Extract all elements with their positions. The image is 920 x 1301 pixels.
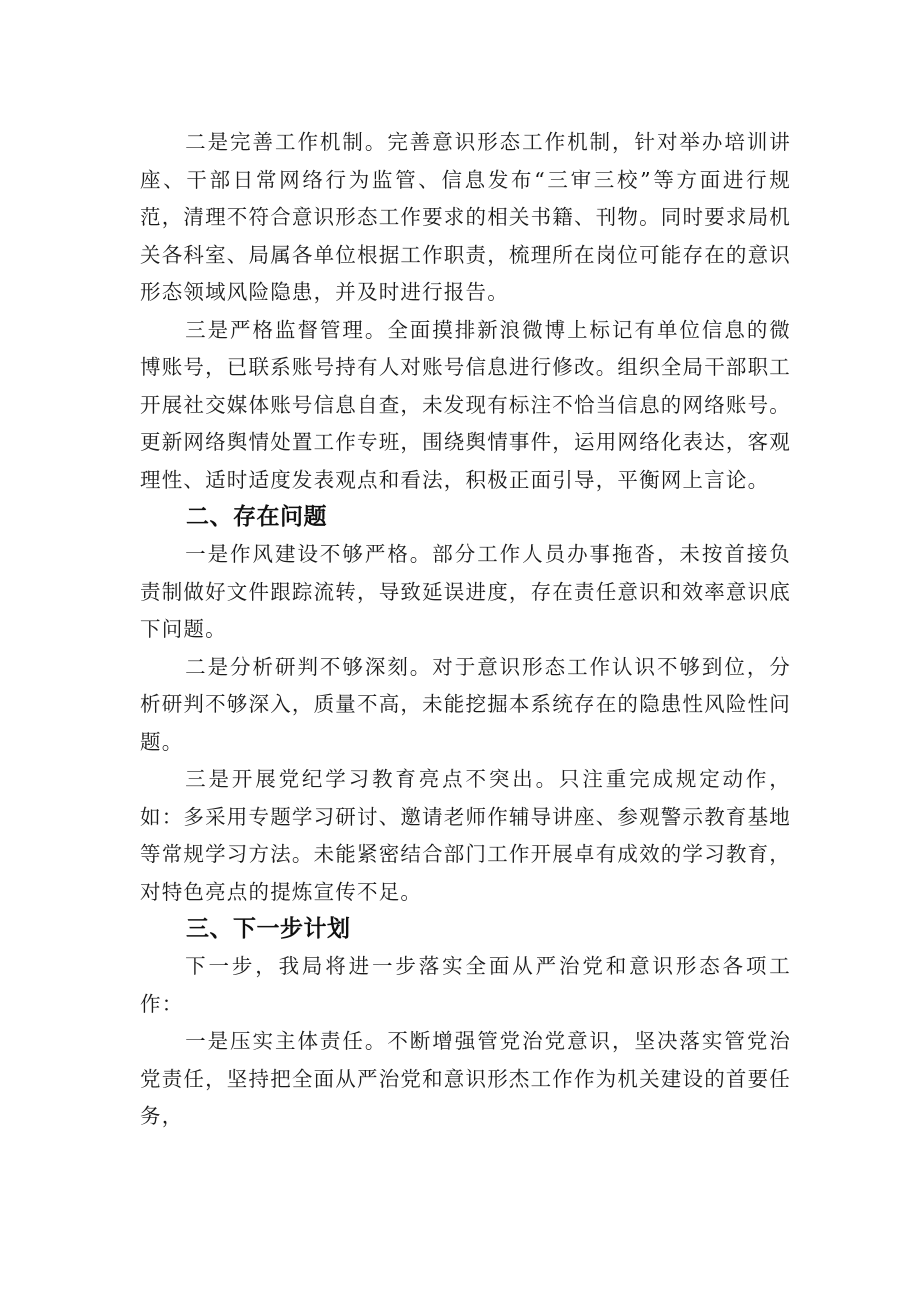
paragraph-main-responsibility: 一是压实主体责任。不断增强管党治党意识，坚决落实管党治党责任，坚持把全面从严治党和意识形杰工作作为机关建设的首要任务， xyxy=(140,1029,791,1128)
section-heading-next-plan: 三、下一步计划 xyxy=(186,916,351,942)
paragraph-strict-supervision: 三是严格监督管理。全面摸排新浪微博上标记有单位信息的微博账号，已联系账号持有人对账号信息进行修改。组织全局干部职工开展社交媒体账号信息自查，未发现有标注不恰当信息的网络账号。更新网络舆情处置工作专班，围绕舆情事件，运用网络化表达，客观理性、适时适度发表观点和看法，积极正面引导，平衡网上言论。 xyxy=(140,317,791,492)
paragraph-work-style: 一是作风建设不够严格。部分工作人员办事拖沓，未按首接负责制做好文件跟踪流转，导致延误进度，存在责任意识和效率意识底下问题。 xyxy=(140,542,791,641)
paragraph-discipline-education: 三是开展党纪学习教育亮点不突出。只注重完成规定动作，如：多采用专题学习研讨、邀请老师作辅导讲座、参观警示教育基地等常规学习方法。未能紧密结合部门工作开展卓有成效的学习教育，对特色亮点的提炼宣传不足。 xyxy=(140,767,791,904)
paragraph-improve-mechanism: 二是完善工作机制。完善意识形态工作机制，针对举办培训讲座、干部日常网络行为监管、信息发布“三审三校”等方面进行规范，清理不符合意识形态工作要求的相关书籍、刊物。同时要求局机关各科室、局属各单位根据工作职责，梳理所在岗位可能存在的意识形态领域风险隐患，并及时进行报告。 xyxy=(140,130,791,304)
paragraph-analysis: 二是分析研判不够深刻。对于意识形态工作认识不够到位，分析研判不够深入，质量不高，未能挖掘本系统存在的隐患性风险性问题。 xyxy=(140,654,791,754)
paragraph-next-step-intro: 下一步，我局将进一步落实全面从严治党和意识形态各项工作： xyxy=(140,954,791,1016)
document-body xyxy=(140,124,791,1136)
section-heading-existing-problems: 二、存在问题 xyxy=(186,504,327,530)
